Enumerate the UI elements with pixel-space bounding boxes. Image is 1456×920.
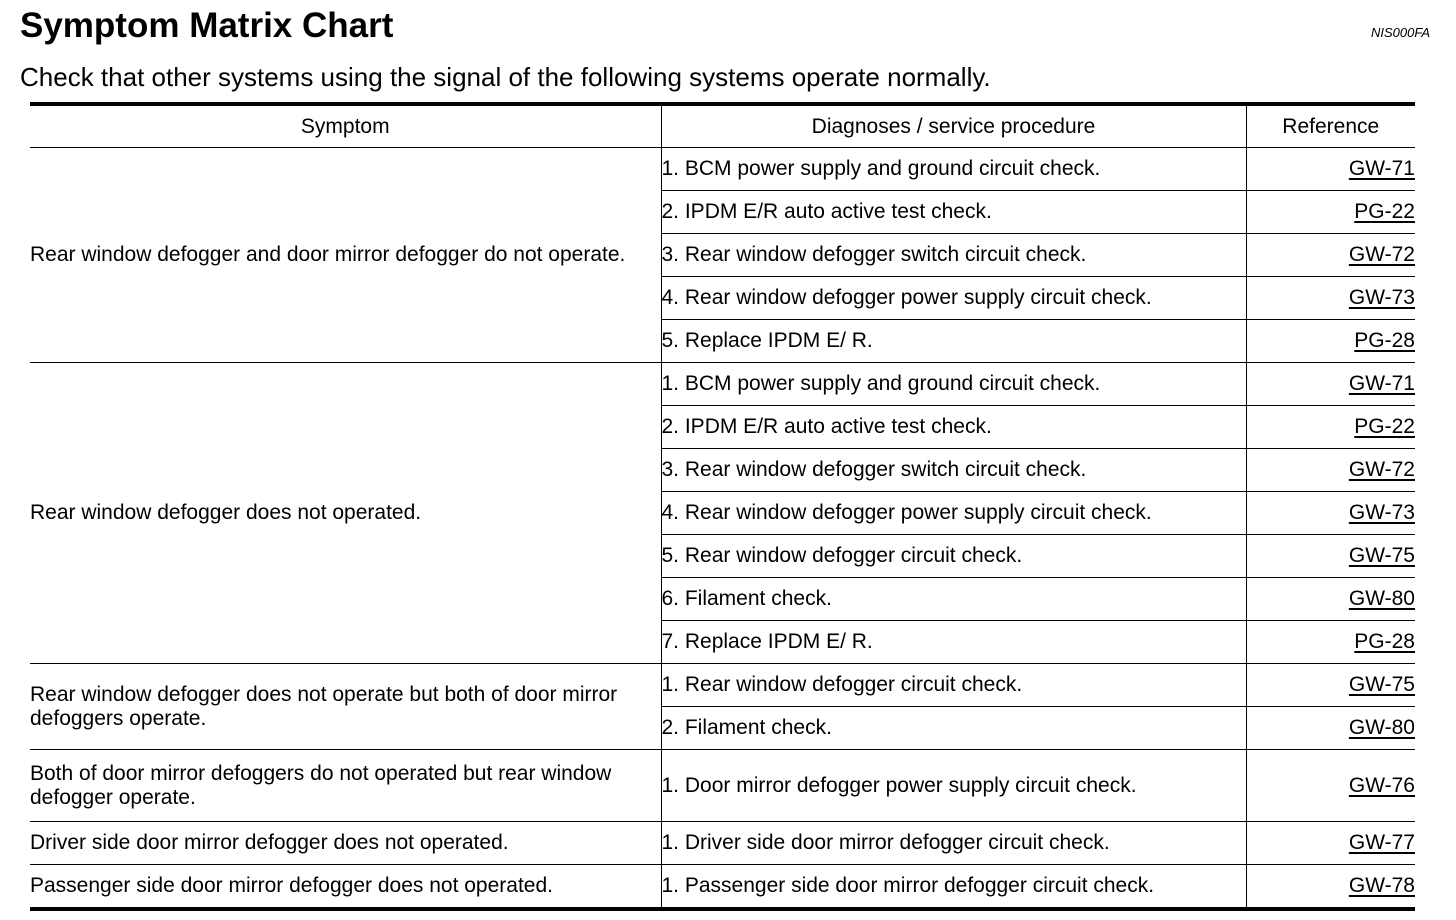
symptom-cell: Driver side door mirror defogger does not operated.	[30, 822, 661, 865]
reference-link[interactable]: PG-28	[1354, 630, 1415, 653]
page-title: Symptom Matrix Chart	[20, 6, 394, 45]
procedure-cell: 3. Rear window defogger switch circuit check.	[661, 449, 1246, 492]
reference-link[interactable]: GW-76	[1348, 773, 1415, 797]
reference-cell	[1246, 449, 1415, 492]
reference-link[interactable]: PG-22	[1354, 415, 1415, 438]
reference-cell	[1246, 535, 1415, 578]
symptom-matrix-table	[30, 102, 1415, 911]
header-diagnoses: Diagnoses / service procedure	[661, 104, 1246, 148]
procedure-cell: 2. IPDM E/R auto active test check.	[661, 191, 1246, 234]
table-row	[30, 750, 1415, 822]
procedure-cell: 4. Rear window defogger power supply circuit check.	[661, 492, 1246, 535]
procedure-cell: 1. BCM power supply and ground circuit check.	[661, 148, 1246, 191]
reference-link[interactable]: GW-72	[1348, 243, 1415, 266]
procedure-cell: 1. Passenger side door mirror defogger circuit check.	[661, 865, 1246, 910]
table-row	[30, 822, 1415, 865]
reference-cell	[1246, 406, 1415, 449]
procedure-cell: 3. Rear window defogger switch circuit check.	[661, 234, 1246, 277]
reference-link[interactable]: GW-80	[1348, 587, 1415, 610]
procedure-cell: 6. Filament check.	[661, 578, 1246, 621]
symptom-cell: Passenger side door mirror defogger does not operated.	[30, 865, 661, 910]
reference-link[interactable]: GW-73	[1348, 501, 1415, 524]
symptom-cell: Rear window defogger does not operated.	[30, 363, 661, 664]
procedure-cell: 1. Driver side door mirror defogger circuit check.	[661, 822, 1246, 865]
reference-cell	[1246, 277, 1415, 320]
procedure-cell: 5. Replace IPDM E/ R.	[661, 320, 1246, 363]
reference-cell	[1246, 621, 1415, 664]
reference-link[interactable]: PG-22	[1354, 200, 1415, 223]
reference-link[interactable]: GW-71	[1348, 157, 1415, 180]
reference-cell	[1246, 664, 1415, 707]
reference-cell	[1246, 234, 1415, 277]
reference-cell	[1246, 822, 1415, 865]
procedure-cell: 2. Filament check.	[661, 707, 1246, 750]
symptom-cell: Rear window defogger and door mirror defogger do not operate.	[30, 148, 661, 363]
symptom-cell: Both of door mirror defoggers do not operated but rear window defogger operate.	[30, 750, 661, 822]
reference-link[interactable]: GW-73	[1348, 286, 1415, 309]
reference-cell	[1246, 148, 1415, 191]
reference-link[interactable]: GW-71	[1348, 372, 1415, 395]
header-reference: Reference	[1246, 104, 1415, 148]
page-subtitle: Check that other systems using the signal of the following systems operate normally.	[20, 62, 991, 92]
procedure-cell: 1. Rear window defogger circuit check.	[661, 664, 1246, 707]
reference-cell	[1246, 707, 1415, 750]
reference-cell	[1246, 363, 1415, 406]
document-id: NIS000FA	[1370, 25, 1430, 40]
reference-cell	[1246, 578, 1415, 621]
reference-link[interactable]: GW-80	[1348, 716, 1415, 739]
reference-cell	[1246, 191, 1415, 234]
table-row	[30, 363, 1415, 406]
table-row	[30, 865, 1415, 910]
table-row	[30, 664, 1415, 707]
procedure-cell: 7. Replace IPDM E/ R.	[661, 621, 1246, 664]
reference-cell	[1246, 750, 1415, 822]
reference-link[interactable]: GW-75	[1348, 544, 1415, 567]
reference-link[interactable]: GW-78	[1348, 874, 1415, 897]
reference-link[interactable]: PG-28	[1354, 329, 1415, 352]
procedure-cell: 2. IPDM E/R auto active test check.	[661, 406, 1246, 449]
table-header-row	[30, 104, 1415, 148]
procedure-cell: 4. Rear window defogger power supply circuit check.	[661, 277, 1246, 320]
reference-link[interactable]: GW-77	[1348, 831, 1415, 854]
procedure-cell: 1. Door mirror defogger power supply circuit check.	[661, 750, 1246, 822]
procedure-cell: 5. Rear window defogger circuit check.	[661, 535, 1246, 578]
header-symptom: Symptom	[30, 104, 661, 148]
reference-link[interactable]: GW-75	[1348, 673, 1415, 696]
reference-link[interactable]: GW-72	[1348, 458, 1415, 481]
reference-cell	[1246, 320, 1415, 363]
symptom-cell: Rear window defogger does not operate but both of door mirror defoggers operate.	[30, 664, 661, 750]
table-row	[30, 148, 1415, 191]
reference-cell	[1246, 865, 1415, 910]
procedure-cell: 1. BCM power supply and ground circuit check.	[661, 363, 1246, 406]
reference-cell	[1246, 492, 1415, 535]
